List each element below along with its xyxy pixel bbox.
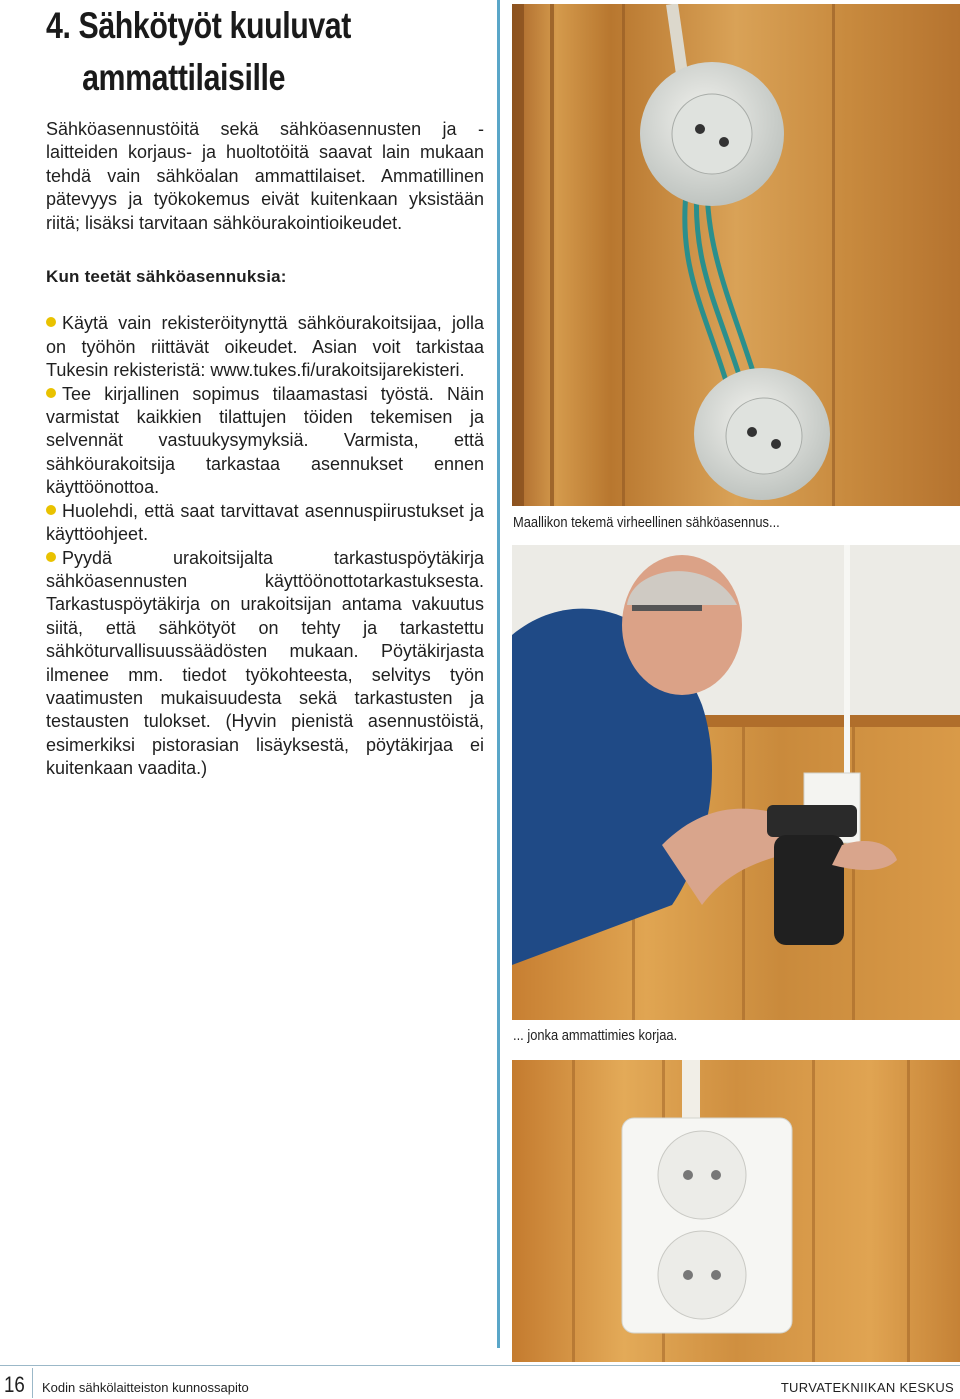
bullet-item: Pyydä urakoitsijalta tarkastuspöytäkirja sähköasennusten käyttöönottotarkastuksesta. Tarkastuspöytäkirja on urakoitsijan antama vakuutus siitä, että sähkötyöt on tehty ja tarkastettu sähköturvallisuussäädösten mukaan. Pöytäkirjasta ilmenee mm. tiedot työkohteesta, selvitys työn vaatimusten mukaisuudesta sekä tarkastusten ja testausten tulokset. (Hyvin pienistä asennustöistä, esimerkiksi pistorasian lisäyksestä, pöytäkirjaa ei kuitenkaan vaadita.): [46, 547, 484, 779]
caption-photo1: Maallikon tekemä virheellinen sähköasennus...: [513, 514, 780, 531]
bullet-dot-icon: [46, 317, 56, 327]
bullet-dot-icon: [46, 388, 56, 398]
footer-publication: Kodin sähkölaitteiston kunnossapito: [42, 1380, 249, 1395]
chapter-title-line1: 4. Sähkötyöt kuuluvat: [46, 5, 351, 46]
photo-faulty-installation: [512, 4, 960, 506]
body-text-column: [46, 118, 484, 781]
footer-separator: [32, 1368, 33, 1398]
bullet-list: [46, 312, 484, 780]
intro-paragraph: Sähköasennustöitä sekä sähköasennusten ja -laitteiden korjaus- ja huoltotöitä saavat lain mukaan tehdä vain sähköalan ammattilaiset. Ammatillinen pätevyys ja työkokemus eivät kuitenkaan yksistään riitä; lisäksi tarvitaan sähköurakointioikeudet.: [46, 119, 484, 233]
footer-publisher: TURVATEKNIIKAN KESKUS: [780, 1380, 954, 1395]
footer-rule: [0, 1365, 960, 1366]
bullet-dot-icon: [46, 552, 56, 562]
bullet-dot-icon: [46, 505, 56, 515]
photo-professional-installation: [512, 1060, 960, 1362]
chapter-title-line2: ammattilaisille: [82, 57, 286, 98]
subheading: Kun teetät sähköasennuksia:: [46, 267, 287, 287]
column-divider: [497, 0, 500, 1348]
photo-electrician-drilling: [512, 545, 960, 1020]
caption-photo2: ... jonka ammattimies korjaa.: [513, 1027, 678, 1044]
page-number: 16: [4, 1372, 25, 1397]
bullet-item: Käytä vain rekisteröitynyttä sähköurakoitsijaa, jolla on työhön riittävät oikeudet. Asian voit tarkistaa Tukesin rekisteristä: www.tukes.fi/urakoitsijarekisteri.: [46, 313, 484, 381]
bullet-item: Huolehdi, että saat tarvittavat asennuspiirustukset ja käyttöohjeet.: [46, 500, 484, 545]
bullet-item: Tee kirjallinen sopimus tilaamastasi työstä. Näin varmistat kaikkien tilattujen töiden tekemisen ja selvennät vastuukysymyksiä. Varmista, että sähköurakoitsija tarkastaa asennukset ennen käyttöönottoa.: [46, 383, 484, 498]
chapter-title: [46, 0, 351, 104]
